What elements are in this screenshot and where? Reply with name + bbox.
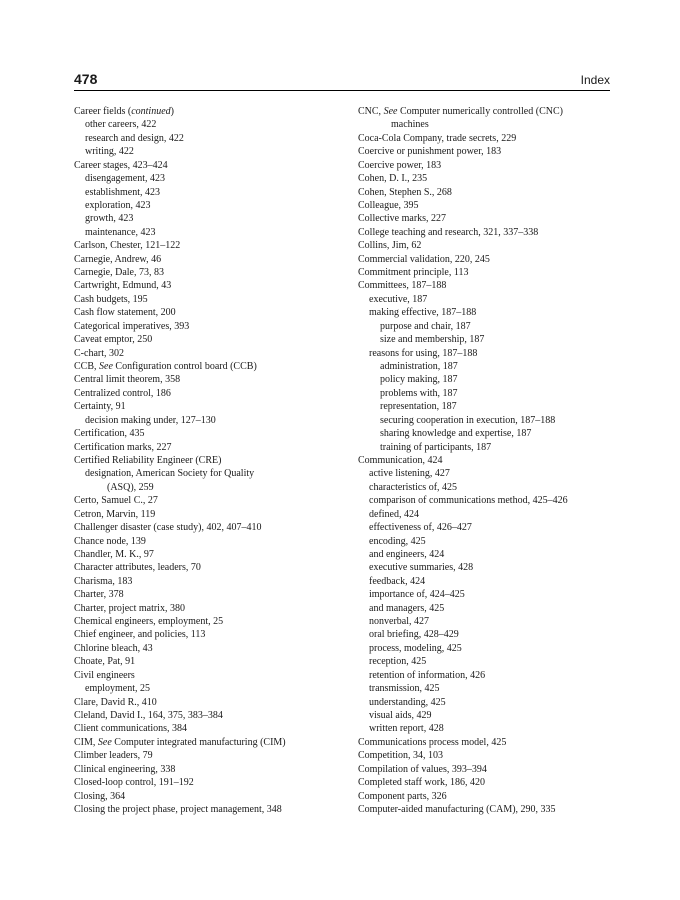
- index-entry: Central limit theorem, 358: [74, 374, 181, 386]
- index-entry: Completed staff work, 186, 420: [358, 777, 486, 789]
- index-entry: Computer-aided manufacturing (CAM), 290, 335: [358, 803, 556, 815]
- index-entry: Cash budgets, 195: [74, 293, 148, 305]
- index-entry: Challenger disaster (case study), 402, 407–410: [74, 522, 262, 534]
- index-entry: Certification, 435: [74, 428, 145, 440]
- index-entry: CCB, See Configuration control board (CCB): [74, 361, 257, 373]
- index-entry: Commercial validation, 220, 245: [358, 253, 490, 265]
- index-entry: College teaching and research, 321, 337–338: [358, 226, 539, 238]
- index-subentry: exploration, 423: [85, 199, 151, 211]
- index-entry: Chief engineer, and policies, 113: [74, 629, 206, 641]
- index-entry: Cash flow statement, 200: [74, 307, 176, 319]
- index-subentry: growth, 423: [85, 213, 134, 225]
- index-subentry: process, modeling, 425: [369, 642, 462, 654]
- index-subentry: maintenance, 423: [85, 226, 156, 238]
- index-entry: Centralized control, 186: [74, 387, 171, 399]
- index-entry: Chandler, M. K., 97: [74, 548, 154, 560]
- index-entry: CNC, See Computer numerically controlled (CNC): [358, 106, 563, 117]
- index-entry: Clare, David R., 410: [74, 696, 157, 708]
- index-entry: Commitment principle, 113: [358, 267, 469, 279]
- page-header: [74, 70, 610, 91]
- index-subentry: nonverbal, 427: [369, 616, 429, 628]
- index-entry: Coercive power, 183: [358, 159, 442, 171]
- index-subentry: employment, 25: [85, 683, 150, 695]
- index-subentry: defined, 424: [369, 508, 419, 520]
- index-subentry: decision making under, 127–130: [85, 414, 216, 426]
- index-subentry: securing cooperation in execution, 187–188: [380, 414, 556, 426]
- index-entry: Certification marks, 227: [74, 441, 172, 453]
- index-entry: Categorical imperatives, 393: [74, 320, 190, 332]
- index-subentry: executive summaries, 428: [369, 562, 474, 574]
- index-entry: Component parts, 326: [358, 790, 447, 802]
- index-entry: Collective marks, 227: [358, 213, 447, 225]
- index-subentry: designation, American Society for Quality: [85, 468, 255, 480]
- index-entry: Communication, 424: [358, 454, 443, 466]
- index-subentry: and managers, 425: [369, 602, 445, 614]
- index-entry: Cleland, David I., 164, 375, 383–384: [74, 709, 223, 721]
- index-entry: Carnegie, Dale, 73, 83: [74, 267, 164, 279]
- index-subentry: training of participants, 187: [380, 441, 492, 453]
- index-entry: Closing, 364: [74, 790, 126, 802]
- index-subentry: purpose and chair, 187: [380, 320, 471, 332]
- index-subentry: visual aids, 429: [369, 709, 432, 721]
- index-entry: Certified Reliability Engineer (CRE): [74, 454, 222, 466]
- index-entry: Carlson, Chester, 121–122: [74, 240, 181, 252]
- index-subentry: administration, 187: [380, 361, 458, 373]
- index-entry: Chlorine bleach, 43: [74, 642, 153, 654]
- page-number: 478: [74, 71, 98, 87]
- index-subentry: oral briefing, 428–429: [369, 629, 459, 641]
- index-entry: Compilation of values, 393–394: [358, 763, 487, 775]
- index-entry: Closing the project phase, project management, 348: [74, 803, 282, 815]
- index-subentry: (ASQ), 259: [107, 481, 154, 493]
- index-subentry: machines: [391, 119, 429, 131]
- index-subentry: comparison of communications method, 425–426: [369, 495, 568, 507]
- index-subentry: executive, 187: [369, 293, 428, 305]
- index-subentry: other careers, 422: [85, 119, 157, 131]
- index-subentry: encoding, 425: [369, 535, 426, 547]
- index-entry: Charisma, 183: [74, 575, 133, 587]
- index-subentry: problems with, 187: [380, 387, 458, 399]
- index-entry: Colleague, 395: [358, 199, 419, 211]
- index-entry: Collins, Jim, 62: [358, 240, 422, 252]
- index-subentry: making effective, 187–188: [369, 307, 477, 319]
- index-entry: Civil engineers: [74, 669, 135, 681]
- index-entry: Career stages, 423–424: [74, 159, 168, 171]
- index-subentry: importance of, 424–425: [369, 589, 465, 601]
- index-entry: Cetron, Marvin, 119: [74, 508, 156, 520]
- index-entry: Coercive or punishment power, 183: [358, 146, 502, 158]
- index-subentry: writing, 422: [85, 146, 134, 158]
- index-entry: C-chart, 302: [74, 347, 124, 359]
- index-subentry: feedback, 424: [369, 575, 426, 587]
- index-entry: Certo, Samuel C., 27: [74, 495, 158, 507]
- index-entry: CIM, See Computer integrated manufacturing (CIM): [74, 736, 286, 748]
- index-entry: Client communications, 384: [74, 723, 188, 735]
- index-entry: Competition, 34, 103: [358, 750, 443, 762]
- index-entry: Career fields (continued): [74, 106, 174, 117]
- index-subentry: policy making, 187: [380, 374, 458, 386]
- index-entry: Caveat emptor, 250: [74, 334, 153, 346]
- index-subentry: sharing knowledge and expertise, 187: [380, 428, 532, 440]
- index-entry: Closed-loop control, 191–192: [74, 777, 194, 789]
- index-entry: Carnegie, Andrew, 46: [74, 253, 162, 265]
- index-subentry: and engineers, 424: [369, 548, 445, 560]
- index-entry: Character attributes, leaders, 70: [74, 562, 201, 574]
- index-subentry: disengagement, 423: [85, 173, 165, 185]
- index-entry: Committees, 187–188: [358, 280, 447, 292]
- index-subentry: written report, 428: [369, 723, 444, 735]
- index-subentry: establishment, 423: [85, 186, 160, 198]
- index-entry: Cohen, Stephen S., 268: [358, 186, 452, 198]
- index-entry: Cartwright, Edmund, 43: [74, 280, 172, 292]
- index-subentry: effectiveness of, 426–427: [369, 522, 472, 534]
- index-column-left: [74, 105, 344, 816]
- index-entry: Certainty, 91: [74, 401, 126, 413]
- index-entry: Climber leaders, 79: [74, 750, 153, 762]
- index-entry: Choate, Pat, 91: [74, 656, 136, 668]
- index-entry: Charter, 378: [74, 589, 124, 601]
- index-entry: Clinical engineering, 338: [74, 763, 176, 775]
- index-column-right: [358, 105, 620, 816]
- index-subentry: representation, 187: [380, 401, 457, 413]
- index-entry: Charter, project matrix, 380: [74, 602, 185, 614]
- index-entry: Chance node, 139: [74, 535, 146, 547]
- index-subentry: size and membership, 187: [380, 334, 485, 346]
- index-subentry: transmission, 425: [369, 683, 440, 695]
- index-subentry: active listening, 427: [369, 468, 450, 480]
- index-entry: Cohen, D. I., 235: [358, 173, 428, 185]
- index-subentry: reception, 425: [369, 656, 427, 668]
- index-subentry: characteristics of, 425: [369, 481, 458, 493]
- index-entry: Communications process model, 425: [358, 736, 507, 748]
- index-entry: Chemical engineers, employment, 25: [74, 616, 224, 628]
- index-subentry: understanding, 425: [369, 696, 446, 708]
- index-subentry: research and design, 422: [85, 132, 184, 144]
- index-subentry: reasons for using, 187–188: [369, 347, 478, 359]
- index-subentry: retention of information, 426: [369, 669, 486, 681]
- section-title: Index: [580, 73, 610, 87]
- index-entry: Coca-Cola Company, trade secrets, 229: [358, 132, 517, 144]
